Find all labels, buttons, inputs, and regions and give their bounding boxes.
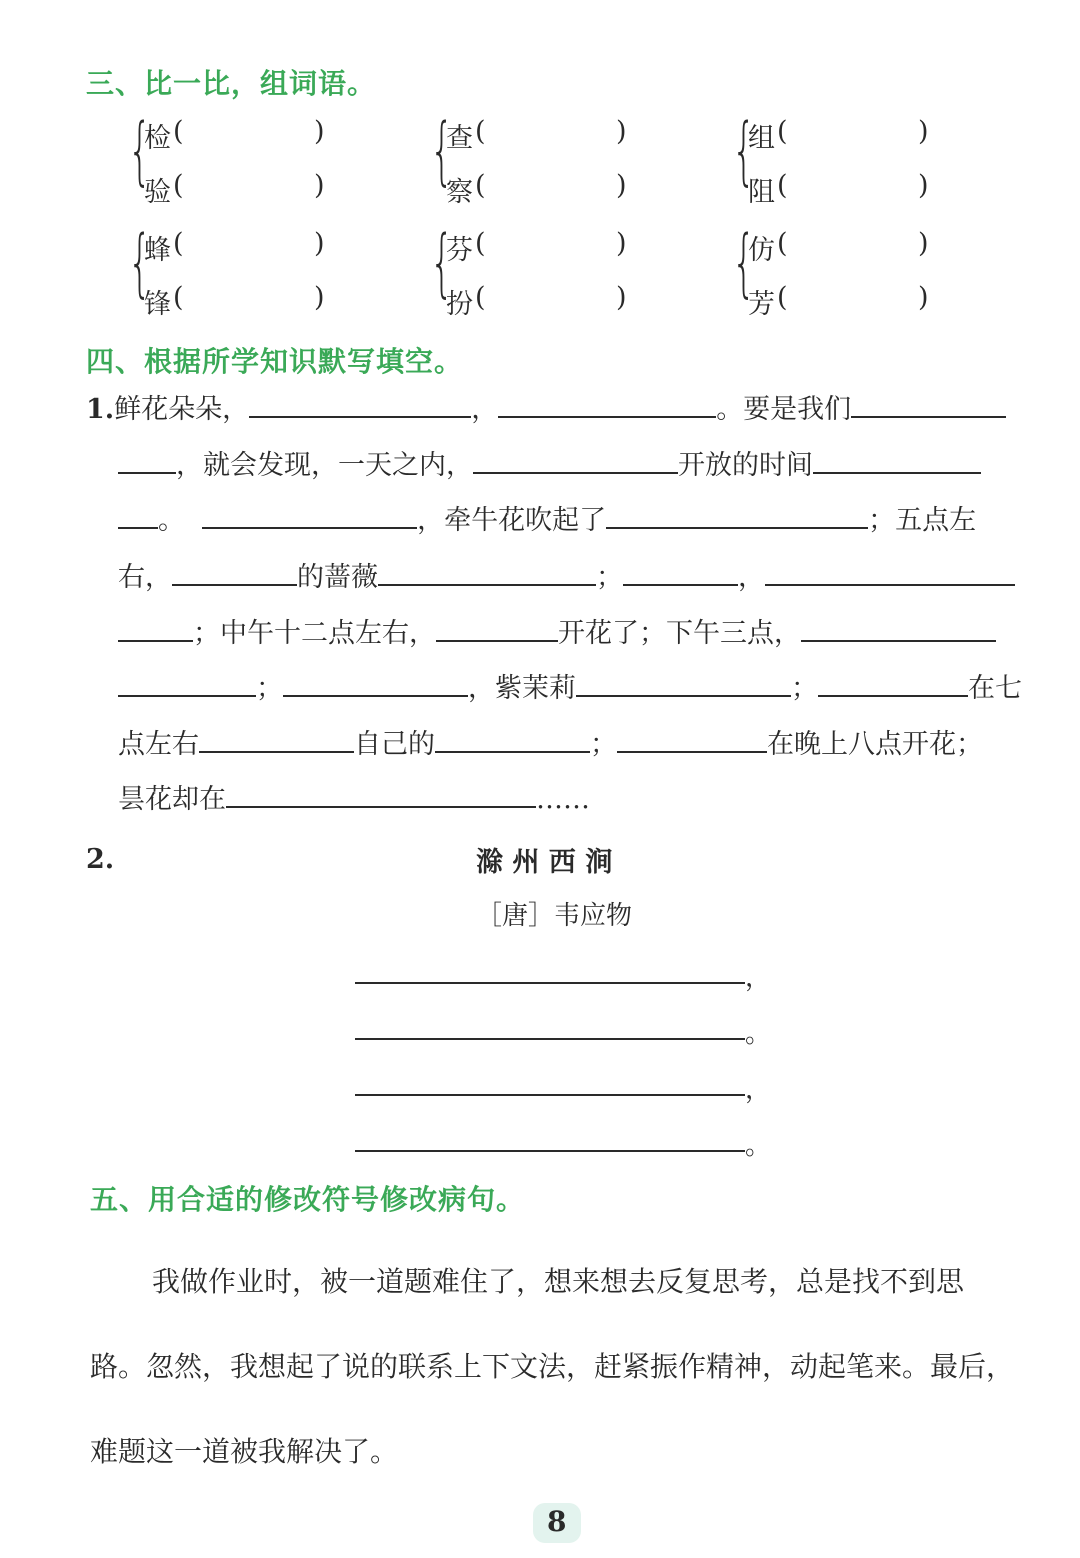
word-pair [430,108,645,212]
poem-punct-3: ， [745,1075,772,1105]
open-paren: ( [475,116,486,147]
character: 扮 [446,289,473,320]
close-paren: ) [314,228,325,259]
word-pair [732,220,947,324]
poem-title: 滁 州 西 涧 [476,847,613,878]
blank[interactable] [606,501,868,529]
open-paren: ( [173,116,184,147]
close-paren: ) [616,116,627,147]
q1-line-7: 点左右 自己的 ； 在晚上八点开花； [118,725,983,765]
close-paren: ) [616,282,627,313]
blank[interactable] [435,725,590,753]
close-paren: ) [314,170,325,201]
sentence-line-2: 路。忽然，我想起了说的联系上下文法，赶紧振作精神，动起笔来。最后， [90,1350,1015,1383]
open-paren: ( [173,170,184,201]
brace: { [128,108,152,194]
sentence-line-1: 我做作业时，被一道题难住了，想来想去反复思考，总是找不到思 [152,1265,965,1298]
poem-punct-1: ， [745,963,772,993]
brace: { [430,220,454,306]
blank[interactable] [436,614,558,642]
open-paren: ( [475,228,486,259]
close-paren: ) [314,282,325,313]
blank[interactable] [617,725,767,753]
section5-heading: 五、用合适的修改符号修改病句。 [90,1183,526,1216]
close-paren: ) [918,282,929,313]
word-pair-row[interactable] [748,116,948,152]
brace: { [732,108,756,194]
close-paren: ) [918,228,929,259]
q1-line-4: 右， 的蔷薇 ； ， [118,558,1015,598]
open-paren: ( [475,282,486,313]
blank[interactable] [118,501,158,529]
word-pair-row[interactable] [144,170,344,206]
poem-punct-2: 。 [745,1019,772,1049]
character: 检 [144,123,171,154]
word-pair [128,220,343,324]
character: 阻 [748,177,775,208]
word-pair-row[interactable] [144,228,344,264]
q1-line-3: 。 ，牵牛花吹起了 ；五点左 [118,501,976,541]
blank[interactable] [765,558,1015,586]
section3-heading: 三、比一比，组词语。 [86,67,377,100]
poem-blank-3[interactable] [355,1084,745,1096]
character: 查 [446,123,473,154]
blank[interactable] [283,669,468,697]
blank[interactable] [172,558,297,586]
blank[interactable] [813,446,981,474]
blank[interactable] [118,669,256,697]
blank[interactable] [498,390,716,418]
character: 仿 [748,235,775,266]
blank[interactable] [473,446,678,474]
brace: { [128,220,152,306]
brace: { [430,108,454,194]
close-paren: ) [616,228,627,259]
character: 察 [446,177,473,208]
close-paren: ) [616,170,627,201]
blank[interactable] [818,669,968,697]
word-pair [128,108,343,212]
page-number: 8 [547,1505,567,1538]
blank[interactable] [249,390,471,418]
poem-blank-4[interactable] [355,1140,745,1152]
open-paren: ( [173,282,184,313]
character: 锋 [144,289,171,320]
open-paren: ( [475,170,486,201]
blank[interactable] [576,669,791,697]
blank[interactable] [801,614,996,642]
brace: { [732,220,756,306]
q1-line-8: 昙花却在 …… [118,780,590,820]
character: 蜂 [144,235,171,266]
q1-number: 1. [86,394,115,425]
blank[interactable] [851,390,1006,418]
word-pair-row[interactable] [748,228,948,264]
blank[interactable] [118,446,176,474]
character: 芳 [748,289,775,320]
word-pair-row[interactable] [446,116,646,152]
word-pair-row[interactable] [446,170,646,206]
open-paren: ( [777,282,788,313]
poem-punct-4: 。 [745,1131,772,1161]
word-pair-row[interactable] [446,282,646,318]
sentence-line-3: 难题这一道被我解决了。 [90,1435,399,1468]
poem-author: ［唐］韦应物 [476,901,633,931]
poem-blank-2[interactable] [355,1028,745,1040]
blank[interactable] [378,558,596,586]
open-paren: ( [777,116,788,147]
character: 验 [144,177,171,208]
word-pair-row[interactable] [144,282,344,318]
poem-blank-1[interactable] [355,972,745,984]
q1-line-1: 1.鲜花朵朵， ， 。要是我们 [86,390,1006,430]
close-paren: ) [314,116,325,147]
blank[interactable] [199,725,354,753]
character: 组 [748,123,775,154]
section4-heading: 四、根据所学知识默写填空。 [86,345,464,378]
character: 芬 [446,235,473,266]
word-pair-row[interactable] [748,170,948,206]
word-pair [430,220,645,324]
word-pair-row[interactable] [144,116,344,152]
open-paren: ( [777,228,788,259]
q1-line-6: ； ，紫茉莉 ； 在七 [118,669,1022,709]
word-pair [732,108,947,212]
blank[interactable] [202,501,417,529]
close-paren: ) [918,116,929,147]
blank[interactable] [118,614,193,642]
q2-number: 2. [86,844,115,875]
open-paren: ( [777,170,788,201]
close-paren: ) [918,170,929,201]
blank[interactable] [226,780,536,808]
q1-line-5: ；中午十二点左右， 开花了；下午三点， [118,614,996,654]
word-pair-row[interactable] [446,228,646,264]
blank[interactable] [623,558,738,586]
open-paren: ( [173,228,184,259]
word-pair-row[interactable] [748,282,948,318]
q1-line-2: ，就会发现，一天之内， 开放的时间 [118,446,981,486]
